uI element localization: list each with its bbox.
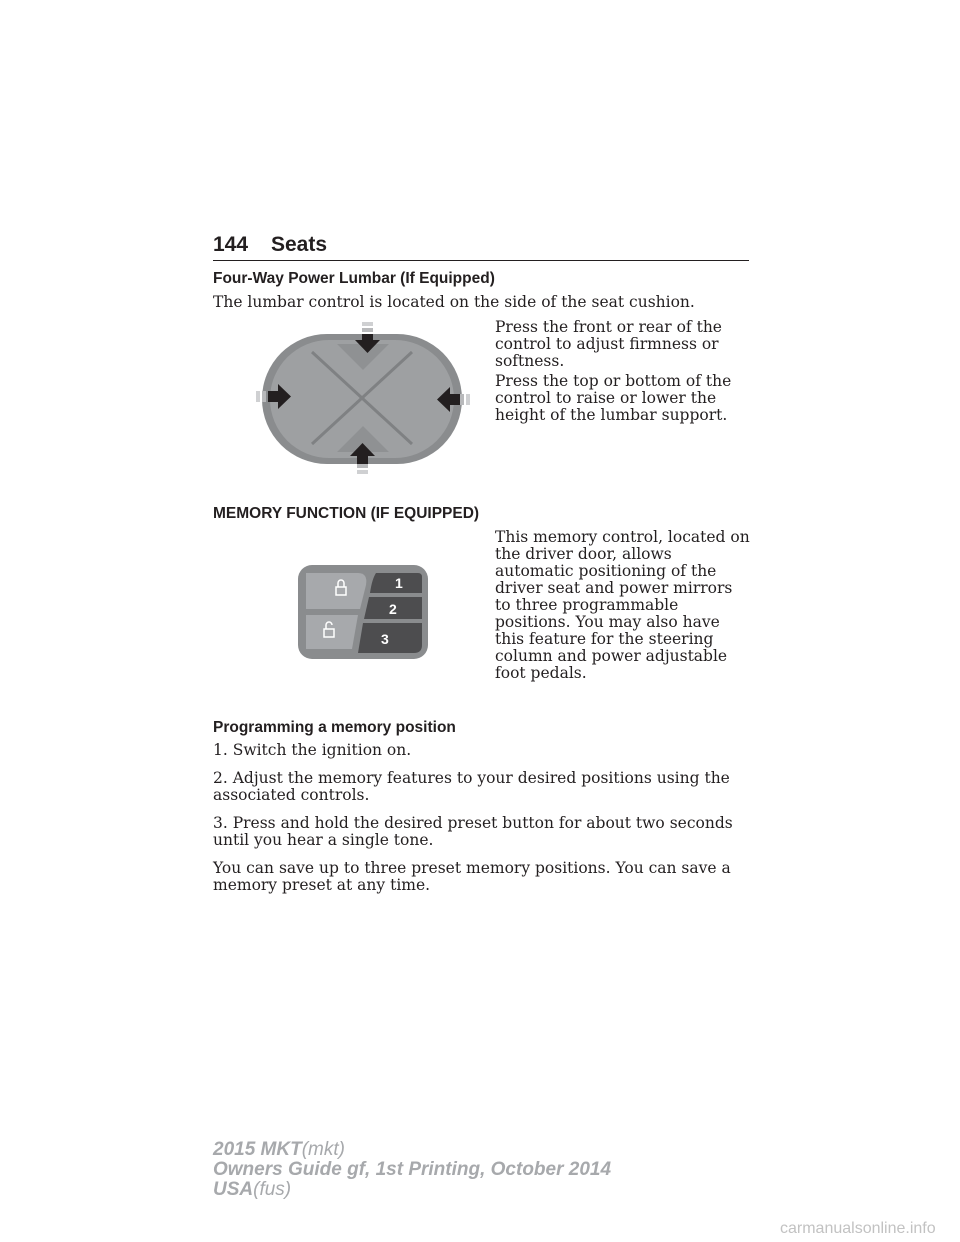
watermark: carmanualsonline.info [780, 1220, 936, 1237]
footer-market-code: (fus) [253, 1179, 292, 1200]
footer-line-3 [213, 1180, 633, 1200]
footer-line-2 [213, 1160, 633, 1180]
footer-model-code: (mkt) [301, 1139, 345, 1160]
programming-note: You can save up to three preset memory positions. You can save a memory preset at any time. [213, 859, 731, 894]
memory-side-text: This memory control, located on the driver door, allows automatic positioning of the driver seat and power mirrors to three programmable positions. You may also have this feature for the steering column and power adjustable foot pedals. [495, 528, 750, 682]
lumbar-intro: The lumbar control is located on the side of the seat cushion. [213, 293, 695, 311]
footer-printing: Owners Guide gf, 1st Printing, October 2014 [213, 1159, 612, 1180]
memory-button-2: 2 [389, 601, 397, 617]
programming-heading: Programming a memory position [213, 719, 456, 736]
lumbar-side-text-2: Press the top or bottom of the control to raise or lower the height of the lumbar support. [495, 372, 732, 424]
memory-control-illustration [296, 563, 432, 667]
programming-step-1: 1. Switch the ignition on. [213, 741, 412, 759]
section-title: Seats [271, 233, 328, 256]
memory-button-1: 1 [395, 575, 403, 591]
programming-step-3: 3. Press and hold the desired preset button for about two seconds until you hear a single tone. [213, 814, 733, 849]
memory-heading: MEMORY FUNCTION (IF EQUIPPED) [213, 505, 480, 522]
header-rule [213, 260, 749, 261]
footer-model: 2015 MKT [213, 1139, 302, 1160]
page-header [213, 233, 749, 261]
footer-line-1 [213, 1140, 633, 1160]
lumbar-heading: Four-Way Power Lumbar (If Equipped) [213, 270, 495, 287]
footer [213, 1140, 633, 1200]
memory-button-3: 3 [381, 631, 389, 647]
programming-step-2: 2. Adjust the memory features to your desired positions using the associated controls. [213, 769, 730, 804]
lumbar-control-illustration [252, 322, 474, 478]
footer-market: USA [213, 1179, 254, 1200]
page-number: 144 [213, 233, 249, 256]
lumbar-side-text-1: Press the front or rear of the control to adjust firmness or softness. [495, 318, 722, 370]
